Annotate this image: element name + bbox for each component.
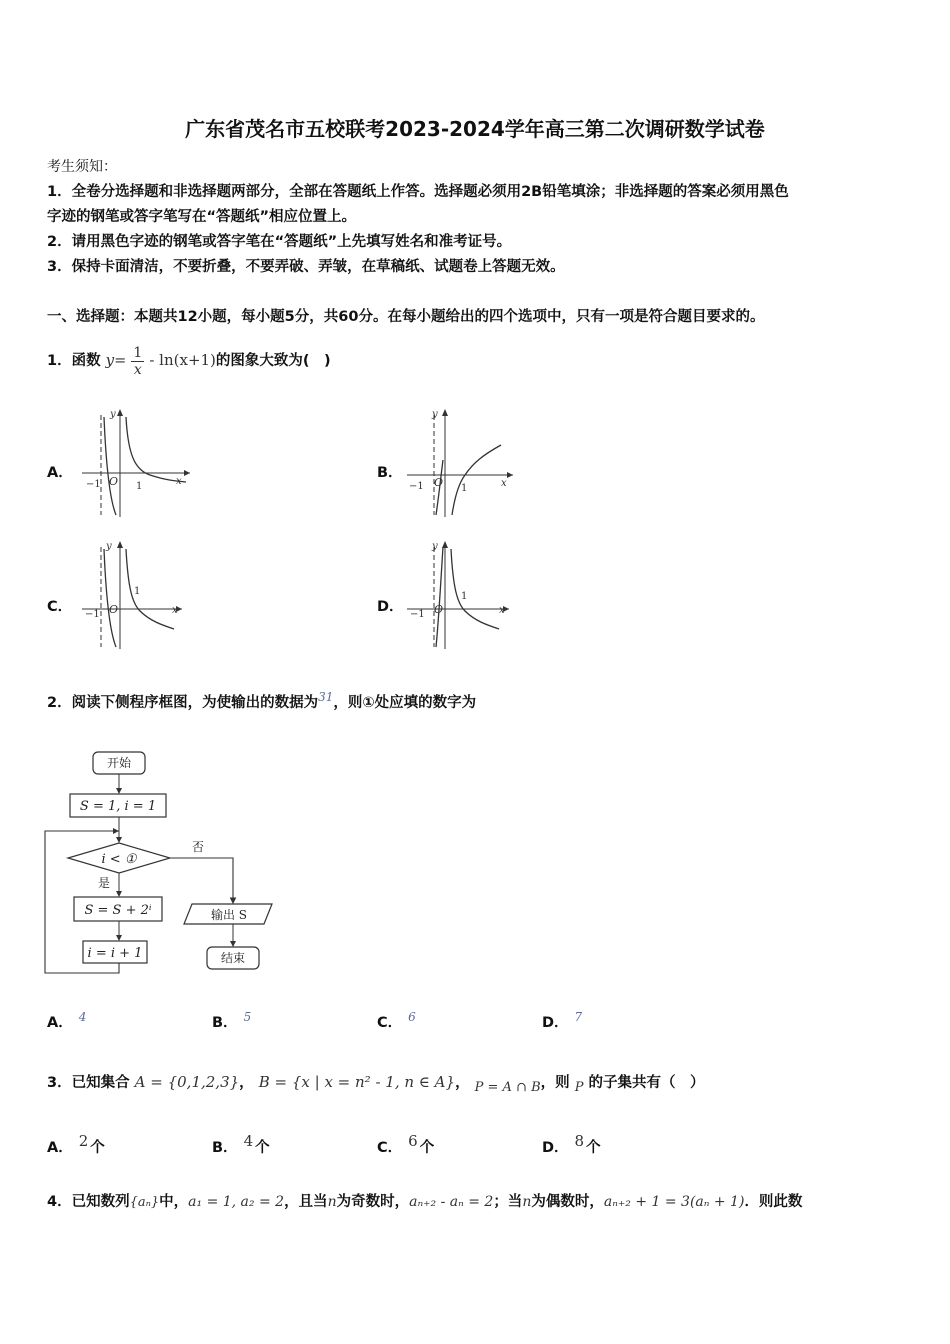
y-axis-label: y bbox=[110, 409, 116, 420]
q1-prefix: 1．函数 bbox=[47, 353, 101, 369]
notice-line-2: 2．请用黑色字迹的钢笔或答字笔在“答题纸”上先填写姓名和准考证号。 bbox=[47, 234, 512, 250]
flow-yes-label: 是 bbox=[98, 876, 111, 890]
notice-line-1-cont: 字迹的钢笔或答字笔写在“答题纸”相应位置上。 bbox=[47, 209, 357, 225]
q4-seq: {aₙ} bbox=[129, 1195, 160, 1210]
q3-p: P bbox=[574, 1080, 584, 1095]
q1-eq: = bbox=[114, 353, 127, 369]
x-axis-label: x bbox=[176, 476, 182, 487]
q2-suffix: ，则①处应填的数字为 bbox=[333, 694, 477, 711]
tick-1: 1 bbox=[461, 483, 468, 494]
q2-prefix: 2．阅读下侧程序框图，为使输出的数据为 bbox=[47, 694, 319, 711]
tick-neg1: −1 bbox=[409, 481, 424, 492]
tick-neg1: −1 bbox=[410, 609, 425, 620]
question-4: 4．已知数列{aₙ}中，a₁ = 1, a₂ = 2，且当n为奇数时，aₙ₊₂ - aₙ = 2；当n为偶数时，aₙ₊₂ + 1 = 3(aₙ + 1)．则此数 bbox=[47, 1194, 803, 1210]
q2-option-d[interactable]: D． $^7$ bbox=[542, 1010, 583, 1031]
q1-graph-a[interactable] bbox=[80, 405, 195, 520]
notice-line-3: 3．保持卡面清洁，不要折叠，不要弄破、弄皱，在草稿纸、试题卷上答题无效。 bbox=[47, 259, 565, 275]
tick-1: 1 bbox=[134, 586, 141, 597]
q1-option-a-label[interactable]: A． bbox=[47, 465, 73, 481]
origin-label: O bbox=[434, 603, 444, 616]
q1-option-b-label[interactable]: B． bbox=[377, 465, 403, 481]
tick-1: 1 bbox=[136, 481, 143, 492]
q1-graph-d[interactable] bbox=[405, 537, 520, 652]
question-3: 3．已知集合 A = {0,1,2,3}， B = {x | x = n² - 1, n ∈ A}， P = A ∩ B，则 P 的子集共有（ ） bbox=[47, 1073, 705, 1095]
x-axis-label: x bbox=[499, 605, 505, 616]
flow-init-text: S = 1, i = 1 bbox=[79, 799, 157, 814]
q3-option-a[interactable]: A． 2 个 bbox=[47, 1132, 105, 1156]
tick-neg1: −1 bbox=[85, 609, 100, 620]
y-axis-label: y bbox=[432, 541, 438, 552]
q1-graph-b[interactable] bbox=[405, 405, 520, 520]
q3-option-b[interactable]: B． 4 个 bbox=[212, 1132, 270, 1156]
flow-update-i-text: i = i + 1 bbox=[87, 946, 143, 961]
question-2 bbox=[47, 690, 476, 712]
notice-line-1: 1．全卷分选择题和非选择题两部分，全部在答题纸上作答。选择题必须用2B铅笔填涂；非选择题的答案必须用黑色 bbox=[47, 184, 789, 200]
flow-end-text: 结束 bbox=[220, 951, 246, 965]
q4-init: a₁ = 1, a₂ = 2 bbox=[188, 1194, 285, 1210]
q1-y: y bbox=[105, 351, 115, 369]
q2-option-c[interactable]: C． $^6$ bbox=[377, 1010, 416, 1031]
q4-even: aₙ₊₂ + 1 = 3(aₙ + 1) bbox=[603, 1194, 745, 1210]
q3-set-p: P = A ∩ B bbox=[474, 1080, 541, 1095]
flow-update-s-text: S = S + 2ⁱ bbox=[84, 903, 152, 918]
q1-fraction bbox=[131, 345, 144, 378]
y-axis-label: y bbox=[432, 409, 438, 420]
q4-odd: aₙ₊₂ - aₙ = 2 bbox=[409, 1194, 494, 1210]
notice-heading: 考生须知： bbox=[47, 159, 117, 175]
q1-suffix: 的图象大致为( ) bbox=[215, 353, 331, 369]
q3-set-a: A = {0,1,2,3} bbox=[134, 1073, 240, 1091]
q1-graph-c[interactable] bbox=[80, 537, 195, 652]
q1-option-d-label[interactable]: D． bbox=[377, 599, 404, 615]
q3-option-d[interactable]: D． 8 个 bbox=[542, 1132, 601, 1156]
flow-no-label: 否 bbox=[192, 840, 205, 854]
q1-rest: - ln(x+1) bbox=[149, 351, 216, 369]
origin-label: O bbox=[109, 603, 119, 616]
q2-flowchart bbox=[40, 745, 285, 985]
q1-num: 1 bbox=[133, 344, 143, 361]
q2-option-a[interactable]: A． $^4$ bbox=[47, 1010, 87, 1031]
flow-output-text: 输出 S bbox=[210, 908, 248, 922]
q1-den: x bbox=[133, 361, 142, 378]
x-axis-label: x bbox=[501, 478, 507, 489]
q2-option-b[interactable]: B． $^5$ bbox=[212, 1010, 252, 1031]
flow-condition-text: i < ① bbox=[101, 852, 137, 867]
q2-value: 31 bbox=[318, 690, 334, 704]
q1-option-c-label[interactable]: C． bbox=[47, 599, 73, 615]
origin-label: O bbox=[434, 476, 444, 489]
y-axis-label: y bbox=[106, 541, 112, 552]
q3-option-c[interactable]: C． 6 个 bbox=[377, 1132, 435, 1156]
tick-neg1: −1 bbox=[86, 479, 101, 490]
flow-start-text: 开始 bbox=[106, 756, 132, 770]
x-axis-label: x bbox=[172, 605, 178, 616]
page-title: 广东省茂名市五校联考2023-2024学年高三第二次调研数学试卷 bbox=[185, 117, 765, 141]
origin-label: O bbox=[109, 475, 119, 488]
question-1 bbox=[47, 340, 331, 381]
tick-1: 1 bbox=[461, 591, 468, 602]
section-heading: 一、选择题：本题共12小题，每小题5分，共60分。在每小题给出的四个选项中，只有一项是符合题目要求的。 bbox=[47, 309, 765, 325]
q3-prefix: 3．已知集合 bbox=[47, 1075, 130, 1091]
q3-set-b: B = {x | x = n² - 1, n ∈ A} bbox=[258, 1073, 456, 1091]
